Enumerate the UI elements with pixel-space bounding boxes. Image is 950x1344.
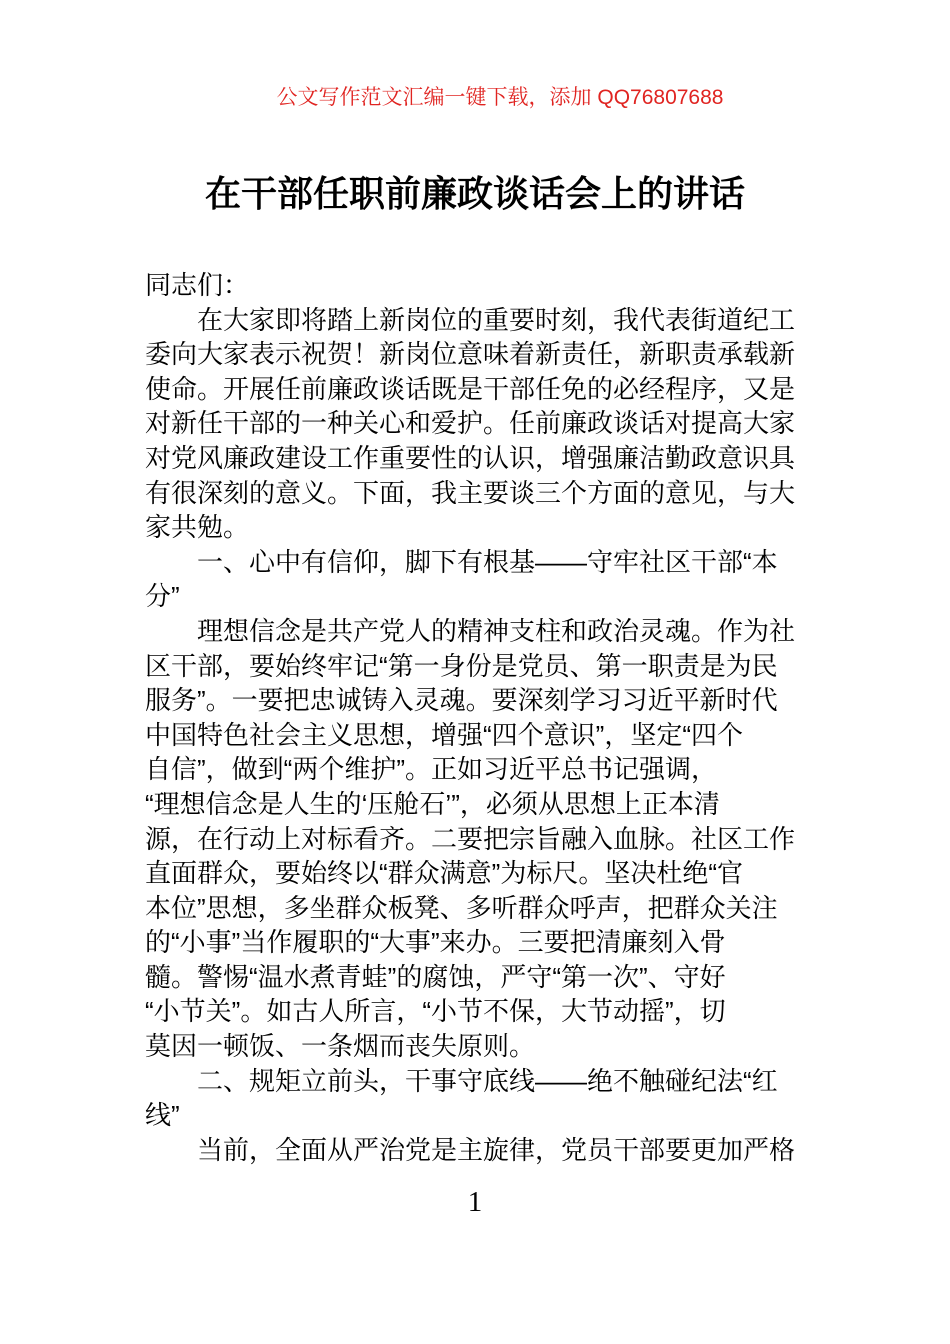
text-line: 直面群众，要始终以“群众满意”为标尺。坚决杜绝“官 (145, 858, 743, 889)
text-line: 对党风廉政建设工作重要性的认识，增强廉洁勤政意识具 (145, 442, 796, 473)
text-line: 委向大家表示祝贺！新岗位意味着新责任，新职责承载新 (145, 339, 796, 370)
document-title: 在干部任职前廉政谈话会上的讲话 (204, 173, 745, 214)
text-line: 髓。警惕“温水煮青蛙”的腐蚀，严守“第一次”、守好 (145, 961, 726, 992)
text-line: 理想信念是共产党人的精神支柱和政治灵魂。作为社 (197, 615, 796, 646)
text-line: 本位”思想，多坐群众板凳、多听群众呼声，把群众关注 (145, 892, 778, 923)
text-line: 莫因一顿饭、一条烟而丧失原则。 (145, 1031, 536, 1062)
text-line: 的“小事”当作履职的“大事”来办。三要把清廉刻入骨 (145, 927, 726, 958)
text-line: 线” (145, 1100, 180, 1131)
promo-header-text: 公文写作范文汇编一键下载，添加 QQ76807688 (276, 86, 724, 109)
text-line: “小节关”。如古人所言，“小节不保，大节动摇”，切 (145, 996, 726, 1027)
text-line: 分” (145, 581, 180, 612)
document-body (145, 268, 810, 1167)
text-line: “理想信念是人生的‘压舱石’”，必须从思想上正本清 (145, 788, 720, 819)
text-line: 服务”。一要把忠诚铸入灵魂。要深刻学习习近平新时代 (145, 685, 778, 716)
text-line: 家共勉。 (145, 512, 250, 543)
text-line: 区干部，要始终牢记“第一身份是党员、第一职责是为民 (145, 650, 778, 681)
page-number: 1 (467, 1186, 483, 1218)
text-line: 同志们： (145, 270, 250, 300)
text-line: 中国特色社会主义思想，增强“四个意识”，坚定“四个 (145, 719, 743, 750)
text-line: 源，在行动上对标看齐。二要把宗旨融入血脉。社区工作 (145, 823, 796, 854)
text-line: 使命。开展任前廉政谈话既是干部任免的必经程序，又是 (145, 373, 796, 404)
text-line: 有很深刻的意义。下面，我主要谈三个方面的意见，与大 (145, 477, 796, 508)
text-line: 当前，全面从严治党是主旋律，党员干部要更加严格 (197, 1134, 796, 1165)
text-line: 一、心中有信仰，脚下有根基——守牢社区干部“本 (197, 546, 778, 577)
text-line: 自信”，做到“两个维护”。正如习近平总书记强调， (145, 754, 717, 785)
text-line: 对新任干部的一种关心和爱护。任前廉政谈话对提高大家 (145, 408, 796, 439)
text-line: 在大家即将踏上新岗位的重要时刻，我代表街道纪工 (197, 304, 796, 335)
text-line: 二、规矩立前头，干事守底线——绝不触碰纪法“红 (197, 1065, 778, 1096)
